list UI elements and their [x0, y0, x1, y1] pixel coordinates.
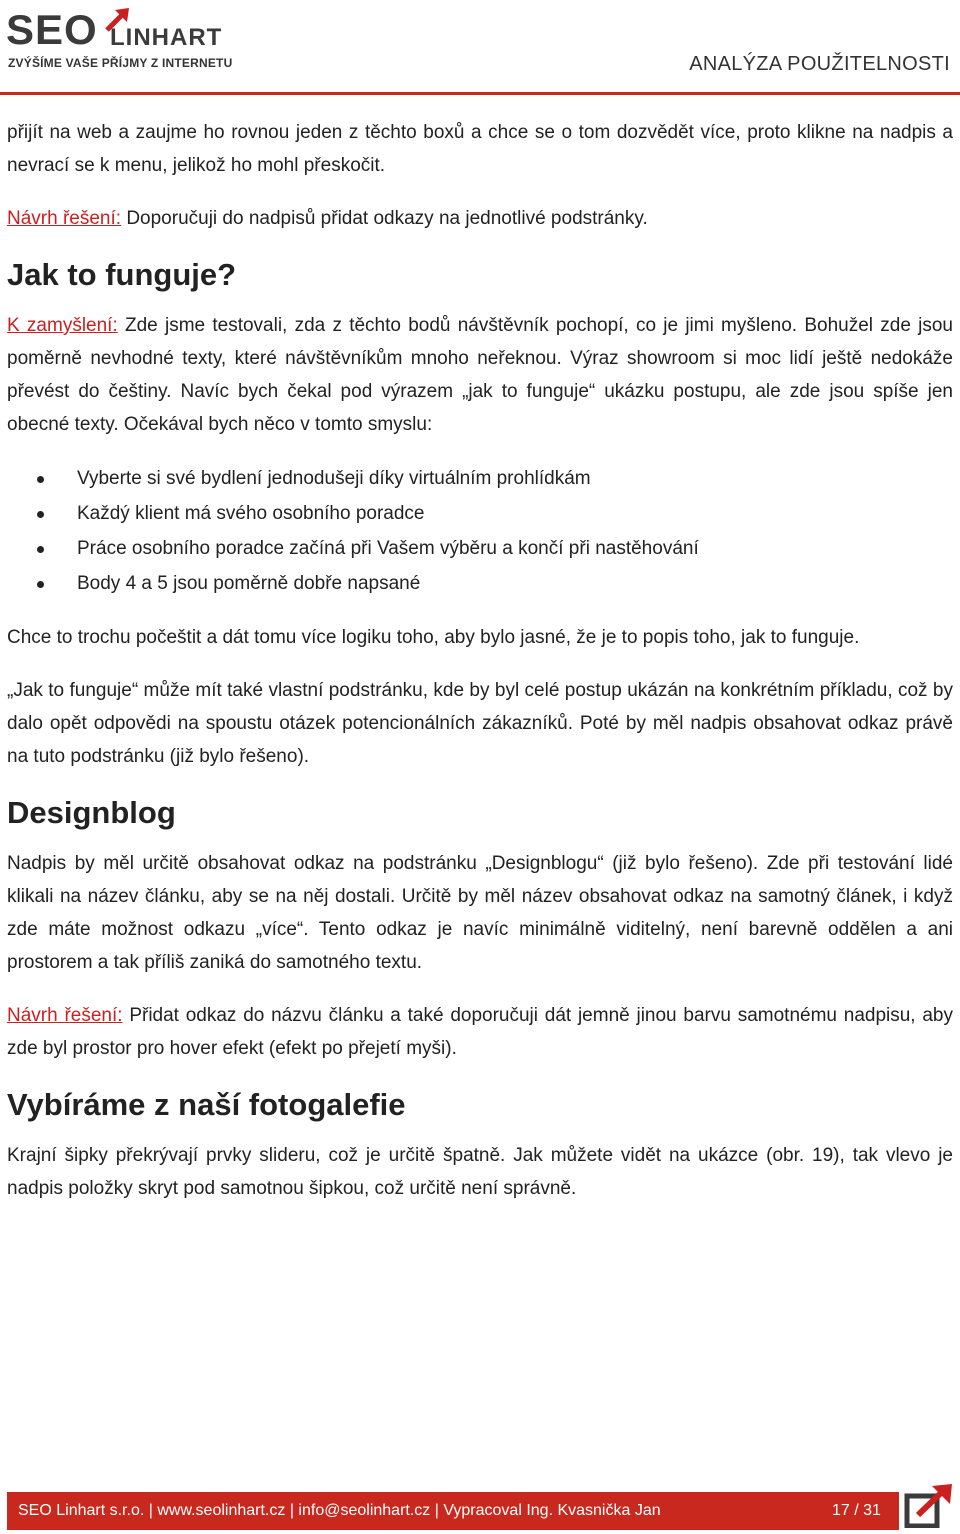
logo-arrow-icon [103, 4, 133, 34]
paragraph: přijít na web a zaujme ho rovnou jeden z těchto boxů a chce se o tom dozvědět více, proto klikne na nadpis a nevrací se k menu, jelikož ho mohl přeskočit. [7, 122, 953, 176]
section-heading-fotogalerie: Vybíráme z naší fotogalefie [7, 1087, 406, 1122]
paragraph: Nadpis by měl určitě obsahovat odkaz na podstránku „Designblogu“ (již bylo řešeno). Zde při testování lidé klikali na název článku, aby se na něj dostali. Určitě by měl název obsahovat odkaz na samotný článek, i když zde máte možnost odkazu „více“. Tento odkaz je navíc minimálně viditelný, není barevně oddělen a ani prostorem a tak příliš zaniká do samotného textu. [7, 853, 953, 973]
list-item: Vyberte si své bydlení jednodušeji díky virtuálním prohlídkám [7, 461, 953, 496]
logo-arrow-icon [904, 1482, 954, 1528]
reflection-text: Zde jsme testovali, zda z těchto bodů návštěvník pochopí, co je jimi myšleno. Bohužel zde jsou poměrně nevhodné texty, které návštěvníkům mnoho neřeknou. Výraz showroom si moc lidí ještě nedokáže převést do češtiny. Navíc bych čekal pod výrazem „jak to funguje“ ukázku postupu, ale zde jsou spíše jen obecné texty. Očekával bych něco v tomto smyslu: [7, 315, 953, 435]
paragraph-reflection [7, 309, 953, 441]
paragraph-solution [7, 999, 953, 1065]
list-item: Body 4 a 5 jsou poměrně dobře napsané [7, 566, 953, 601]
solution-label: Návrh řešení: [7, 1005, 123, 1026]
header-divider [0, 92, 960, 95]
solution-text: Přidat odkaz do názvu článku a také doporučuji dát jemně jinou barvu samotnému nadpisu, aby zde byl prostor pro hover efekt (efekt po přejetí myši). [7, 1005, 953, 1059]
paragraph: Chce to trochu počeštit a dát tomu více logiku toho, aby bylo jasné, že je to popis toho, jak to funguje. [7, 627, 860, 648]
bullet-list [7, 461, 953, 601]
paragraph: Krajní šipky překrývají prvky slideru, což je určitě špatně. Jak můžete vidět na ukázce (obr. 19), tak vlevo je nadpis položky skryt pod samotnou šipkou, což určitě není správně. [7, 1145, 953, 1199]
logo-tagline: ZVÝŠÍME VAŠE PŘÍJMY Z INTERNETU [8, 56, 233, 70]
page-number: 17 / 31 [832, 1502, 881, 1519]
document-body [7, 116, 953, 1225]
list-item: Práce osobního poradce začíná při Vašem výběru a končí při nastěhování [7, 531, 953, 566]
company-logo [6, 6, 286, 76]
document-title: ANALÝZA POUŽITELNOSTI [689, 53, 950, 75]
solution-text: Doporučuji do nadpisů přidat odkazy na jednotlivé podstránky. [121, 208, 648, 229]
paragraph: „Jak to funguje“ může mít také vlastní podstránku, kde by byl celé postup ukázán na konkrétním příkladu, což by dalo opět odpovědi na spoustu otázek potencionálních zákazníků. Poté by měl nadpis obsahovat odkaz právě na tuto podstránku (již bylo řešeno). [7, 680, 953, 767]
section-heading-jak-to-funguje: Jak to funguje? [7, 257, 237, 292]
logo-linhart-text: LINHART [110, 24, 223, 51]
section-heading-designblog: Designblog [7, 795, 176, 830]
list-item: Každý klient má svého osobního poradce [7, 496, 953, 531]
page-footer [0, 1492, 960, 1530]
reflection-label: K zamyšlení: [7, 315, 118, 336]
paragraph-solution [7, 202, 953, 235]
solution-label: Návrh řešení: [7, 208, 122, 229]
footer-contact-text: SEO Linhart s.r.o. | www.seolinhart.cz | info@seolinhart.cz | Vypracoval Ing. Kvasnička Jan [18, 1502, 661, 1519]
logo-seo-text: SEO [6, 6, 98, 53]
